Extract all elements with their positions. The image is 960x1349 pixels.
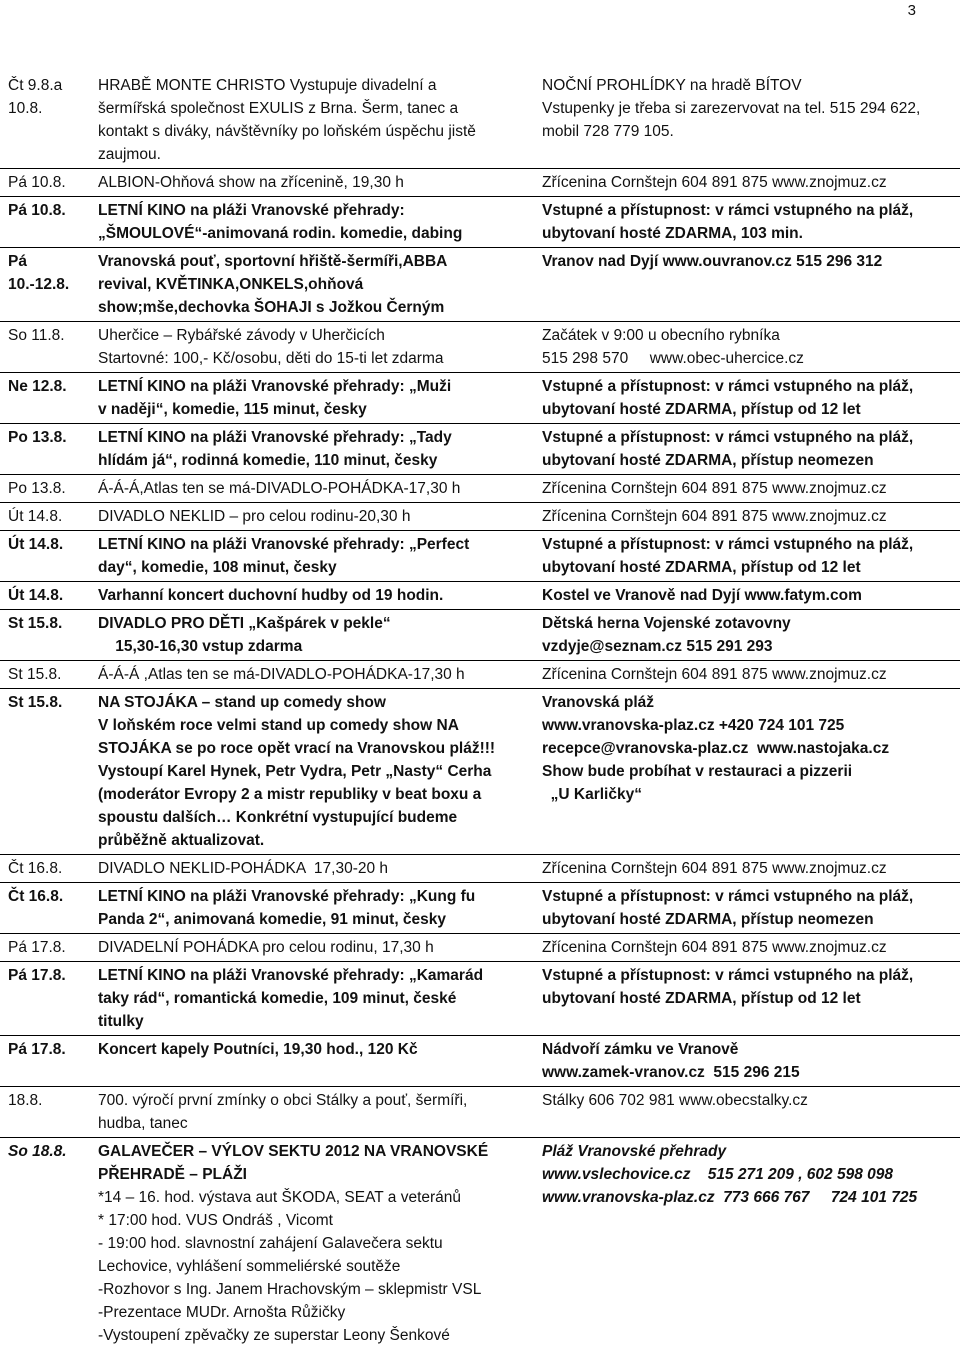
info-cell	[542, 689, 960, 855]
info-line: Vstupné a přístupnost: v rámci vstupného na pláž,	[542, 533, 960, 556]
event-line: hudba, tanec	[98, 1112, 538, 1135]
info-line: Show bude probíhat v restauraci a pizzerii	[542, 760, 960, 783]
event-line: PŘEHRADĚ – PLÁŽI	[98, 1163, 538, 1186]
date-cell	[0, 322, 98, 373]
event-line: -Vystoupení zpěvačky ze superstar Leony Šenkové	[98, 1324, 538, 1347]
date-line: Pá 17.8.	[8, 964, 98, 987]
info-line: www.vslechovice.cz 515 271 209 , 602 598 098	[542, 1163, 960, 1186]
event-line: LETNÍ KINO na pláži Vranovské přehrady: „Kamarád	[98, 964, 538, 987]
info-line: Vstupné a přístupnost: v rámci vstupného na pláž,	[542, 964, 960, 987]
event-line: GALAVEČER – VÝLOV SEKTU 2012 NA VRANOVSKÉ	[98, 1140, 538, 1163]
event-line: hlídám já“, rodinná komedie, 110 minut, česky	[98, 449, 538, 472]
info-line: Vstupné a přístupnost: v rámci vstupného na pláž,	[542, 199, 960, 222]
schedule-row	[0, 424, 960, 475]
event-cell	[98, 582, 542, 610]
event-line: *14 – 16. hod. výstava aut ŠKODA, SEAT a veteránů	[98, 1186, 538, 1209]
date-cell	[0, 169, 98, 197]
info-cell	[542, 424, 960, 475]
date-line: 10.8.	[8, 97, 98, 120]
date-cell	[0, 1087, 98, 1138]
date-cell	[0, 503, 98, 531]
event-cell	[98, 1138, 542, 1349]
event-line: DIVADLO NEKLID – pro celou rodinu-20,30 h	[98, 505, 538, 528]
info-line: www.vranovska-plaz.cz 773 666 767 724 101 725	[542, 1186, 960, 1209]
info-cell	[542, 934, 960, 962]
event-line: (moderátor Evropy 2 a mistr republiky v beat boxu a	[98, 783, 538, 806]
event-cell	[98, 248, 542, 322]
date-cell	[0, 248, 98, 322]
schedule-row	[0, 610, 960, 661]
event-cell	[98, 373, 542, 424]
schedule-row	[0, 689, 960, 855]
schedule-row	[0, 373, 960, 424]
info-line: Zřícenina Cornštejn 604 891 875 www.znojmuz.cz	[542, 857, 960, 880]
schedule-row	[0, 855, 960, 883]
info-cell	[542, 610, 960, 661]
info-line: ubytovaní hosté ZDARMA, přístup od 12 let	[542, 398, 960, 421]
info-line: Zřícenina Cornštejn 604 891 875 www.znojmuz.cz	[542, 171, 960, 194]
schedule-row	[0, 1087, 960, 1138]
date-line: Út 14.8.	[8, 505, 98, 528]
event-cell	[98, 475, 542, 503]
schedule-row	[0, 962, 960, 1036]
info-line: Pláž Vranovské přehrady	[542, 1140, 960, 1163]
schedule-row	[0, 248, 960, 322]
schedule-row	[0, 934, 960, 962]
schedule-row	[0, 72, 960, 169]
info-line: ubytovaní hosté ZDARMA, přístup od 12 let	[542, 987, 960, 1010]
date-line: Po 13.8.	[8, 426, 98, 449]
event-line: šermířská společnost EXULIS z Brna. Šerm, tanec a	[98, 97, 538, 120]
event-cell	[98, 169, 542, 197]
info-cell	[542, 72, 960, 169]
info-line: Zřícenina Cornštejn 604 891 875 www.znojmuz.cz	[542, 936, 960, 959]
info-line: 515 298 570 www.obec-uhercice.cz	[542, 347, 960, 370]
date-line: Čt 16.8.	[8, 885, 98, 908]
event-cell	[98, 1087, 542, 1138]
info-cell	[542, 661, 960, 689]
event-cell	[98, 424, 542, 475]
info-cell	[542, 855, 960, 883]
info-cell	[542, 322, 960, 373]
info-line: „U Karličky“	[542, 783, 960, 806]
info-line: vzdyje@seznam.cz 515 291 293	[542, 635, 960, 658]
event-cell	[98, 610, 542, 661]
event-line: LETNÍ KINO na pláži Vranovské přehrady: „Tady	[98, 426, 538, 449]
date-cell	[0, 689, 98, 855]
event-line: Startovné: 100,- Kč/osobu, děti do 15-ti let zdarma	[98, 347, 538, 370]
info-line: Vstupenky je třeba si zarezervovat na tel. 515 294 622,	[542, 97, 960, 120]
event-line: NA STOJÁKA – stand up comedy show	[98, 691, 538, 714]
info-cell	[542, 962, 960, 1036]
event-line: Á-Á-Á ,Atlas ten se má-DIVADLO-POHÁDKA-17,30 h	[98, 663, 538, 686]
date-cell	[0, 531, 98, 582]
date-line: St 15.8.	[8, 663, 98, 686]
event-line: revival, KVĚTINKA,ONKELS,ohňová	[98, 273, 538, 296]
date-cell	[0, 373, 98, 424]
event-cell	[98, 72, 542, 169]
info-cell	[542, 531, 960, 582]
info-line: Zřícenina Cornštejn 604 891 875 www.znojmuz.cz	[542, 663, 960, 686]
event-line: spoustu dalších… Konkrétní vystupující budeme	[98, 806, 538, 829]
date-line: Ne 12.8.	[8, 375, 98, 398]
info-line: mobil 728 779 105.	[542, 120, 960, 143]
info-line: www.zamek-vranov.cz 515 296 215	[542, 1061, 960, 1084]
event-line: průběžně aktualizovat.	[98, 829, 538, 852]
date-line: Po 13.8.	[8, 477, 98, 500]
event-line: DIVADELNÍ POHÁDKA pro celou rodinu, 17,30 h	[98, 936, 538, 959]
event-line: ALBION-Ohňová show na zřícenině, 19,30 h	[98, 171, 538, 194]
schedule-row	[0, 197, 960, 248]
info-line: recepce@vranovska-plaz.cz www.nastojaka.cz	[542, 737, 960, 760]
date-line: Út 14.8.	[8, 584, 98, 607]
info-cell	[542, 582, 960, 610]
date-cell	[0, 661, 98, 689]
schedule-row	[0, 883, 960, 934]
date-line: 10.-12.8.	[8, 273, 98, 296]
event-line: DIVADLO NEKLID-POHÁDKA 17,30-20 h	[98, 857, 538, 880]
info-cell	[542, 883, 960, 934]
schedule-row	[0, 475, 960, 503]
date-cell	[0, 934, 98, 962]
info-cell	[542, 373, 960, 424]
info-line: ubytovaní hosté ZDARMA, přístup neomezen	[542, 449, 960, 472]
event-line: LETNÍ KINO na pláži Vranovské přehrady: „Kung fu	[98, 885, 538, 908]
info-cell	[542, 1036, 960, 1087]
info-cell	[542, 1138, 960, 1349]
event-line: „ŠMOULOVÉ“-animovaná rodin. komedie, dabing	[98, 222, 538, 245]
info-cell	[542, 197, 960, 248]
event-cell	[98, 503, 542, 531]
date-cell	[0, 883, 98, 934]
date-line: St 15.8.	[8, 691, 98, 714]
info-line: Začátek v 9:00 u obecního rybníka	[542, 324, 960, 347]
info-line: Vstupné a přístupnost: v rámci vstupného na pláž,	[542, 885, 960, 908]
event-line: Vranovská pouť, sportovní hřiště-šermíři,ABBA	[98, 250, 538, 273]
event-line: show;mše,dechovka ŠOHAJI s Jožkou Černým	[98, 296, 538, 319]
date-line: Pá 10.8.	[8, 171, 98, 194]
date-line: Pá	[8, 250, 98, 273]
info-line: ubytovaní hosté ZDARMA, přístup neomezen	[542, 908, 960, 931]
date-cell	[0, 424, 98, 475]
date-cell	[0, 855, 98, 883]
schedule-row	[0, 531, 960, 582]
info-line: Kostel ve Vranově nad Dyjí www.fatym.com	[542, 584, 960, 607]
event-cell	[98, 661, 542, 689]
event-cell	[98, 322, 542, 373]
event-line: V loňském roce velmi stand up comedy show NA	[98, 714, 538, 737]
info-cell	[542, 248, 960, 322]
event-line: HRABĚ MONTE CHRISTO Vystupuje divadelní a	[98, 74, 538, 97]
event-line: 700. výročí první zmínky o obci Stálky a pouť, šermíři,	[98, 1089, 538, 1112]
info-line: Vranov nad Dyjí www.ouvranov.cz 515 296 312	[542, 250, 960, 273]
date-cell	[0, 72, 98, 169]
schedule-row	[0, 661, 960, 689]
event-line: Uherčice – Rybářské závody v Uherčicích	[98, 324, 538, 347]
date-line: Pá 17.8.	[8, 936, 98, 959]
event-line: taky rád“, romantická komedie, 109 minut, české	[98, 987, 538, 1010]
schedule-row	[0, 322, 960, 373]
date-cell	[0, 475, 98, 503]
event-schedule-table	[0, 72, 960, 1349]
info-line: Nádvoří zámku ve Vranově	[542, 1038, 960, 1061]
event-line: -Prezentace MUDr. Arnošta Růžičky	[98, 1301, 538, 1324]
schedule-row	[0, 503, 960, 531]
info-line: Vranovská pláž	[542, 691, 960, 714]
date-line: So 18.8.	[8, 1140, 98, 1163]
date-cell	[0, 1138, 98, 1349]
date-cell	[0, 197, 98, 248]
event-line: kontakt s diváky, návštěvníky po loňském úspěchu jistě	[98, 120, 538, 143]
event-line: Vystoupí Karel Hynek, Petr Vydra, Petr „Nasty“ Cerha	[98, 760, 538, 783]
info-cell	[542, 503, 960, 531]
schedule-row	[0, 1036, 960, 1087]
event-cell	[98, 883, 542, 934]
date-line: Čt 16.8.	[8, 857, 98, 880]
date-cell	[0, 962, 98, 1036]
info-line: ubytovaní hosté ZDARMA, přístup od 12 let	[542, 556, 960, 579]
date-line: Čt 9.8.a	[8, 74, 98, 97]
info-line: Stálky 606 702 981 www.obecstalky.cz	[542, 1089, 960, 1112]
info-cell	[542, 169, 960, 197]
info-line: NOČNÍ PROHLÍDKY na hradě BÍTOV	[542, 74, 960, 97]
date-line: Pá 17.8.	[8, 1038, 98, 1061]
event-line: LETNÍ KINO na pláži Vranovské přehrady: „Perfect	[98, 533, 538, 556]
event-cell	[98, 934, 542, 962]
event-cell	[98, 531, 542, 582]
info-line: Zřícenina Cornštejn 604 891 875 www.znojmuz.cz	[542, 477, 960, 500]
event-schedule-body	[0, 72, 960, 1349]
info-cell	[542, 1087, 960, 1138]
schedule-row	[0, 169, 960, 197]
event-line: titulky	[98, 1010, 538, 1033]
event-cell	[98, 962, 542, 1036]
info-line: Vstupné a přístupnost: v rámci vstupného na pláž,	[542, 426, 960, 449]
info-line: Zřícenina Cornštejn 604 891 875 www.znojmuz.cz	[542, 505, 960, 528]
info-cell	[542, 475, 960, 503]
event-line: LETNÍ KINO na pláži Vranovské přehrady: „Muži	[98, 375, 538, 398]
event-line: Lechovice, vyhlášení sommeliérské soutěže	[98, 1255, 538, 1278]
event-line: day“, komedie, 108 minut, česky	[98, 556, 538, 579]
date-line: St 15.8.	[8, 612, 98, 635]
event-cell	[98, 1036, 542, 1087]
event-line: STOJÁKA se po roce opět vrací na Vranovskou pláž!!!	[98, 737, 538, 760]
event-line: Á-Á-Á,Atlas ten se má-DIVADLO-POHÁDKA-17,30 h	[98, 477, 538, 500]
info-line: Vstupné a přístupnost: v rámci vstupného na pláž,	[542, 375, 960, 398]
page-number: 3	[908, 2, 916, 19]
event-cell	[98, 689, 542, 855]
info-line: ubytovaní hosté ZDARMA, 103 min.	[542, 222, 960, 245]
date-cell	[0, 1036, 98, 1087]
event-line: v naději“, komedie, 115 minut, česky	[98, 398, 538, 421]
event-line: DIVADLO PRO DĚTI „Kašpárek v pekle“	[98, 612, 538, 635]
date-cell	[0, 582, 98, 610]
date-line: So 11.8.	[8, 324, 98, 347]
date-cell	[0, 610, 98, 661]
date-line: Út 14.8.	[8, 533, 98, 556]
event-cell	[98, 855, 542, 883]
event-line: LETNÍ KINO na pláži Vranovské přehrady:	[98, 199, 538, 222]
event-line: 15,30-16,30 vstup zdarma	[98, 635, 538, 658]
date-line: Pá 10.8.	[8, 199, 98, 222]
event-line: -Rozhovor s Ing. Janem Hrachovským – sklepmistr VSL	[98, 1278, 538, 1301]
event-line: zaujmou.	[98, 143, 538, 166]
event-cell	[98, 197, 542, 248]
event-line: Koncert kapely Poutníci, 19,30 hod., 120 Kč	[98, 1038, 538, 1061]
info-line: www.vranovska-plaz.cz +420 724 101 725	[542, 714, 960, 737]
event-line: * 17:00 hod. VUS Ondráš , Vicomt	[98, 1209, 538, 1232]
event-line: Varhanní koncert duchovní hudby od 19 hodin.	[98, 584, 538, 607]
event-line: Panda 2“, animovaná komedie, 91 minut, česky	[98, 908, 538, 931]
info-line: Dětská herna Vojenské zotavovny	[542, 612, 960, 635]
schedule-row	[0, 1138, 960, 1349]
schedule-row	[0, 582, 960, 610]
event-line: - 19:00 hod. slavnostní zahájení Galavečera sektu	[98, 1232, 538, 1255]
date-line: 18.8.	[8, 1089, 98, 1112]
